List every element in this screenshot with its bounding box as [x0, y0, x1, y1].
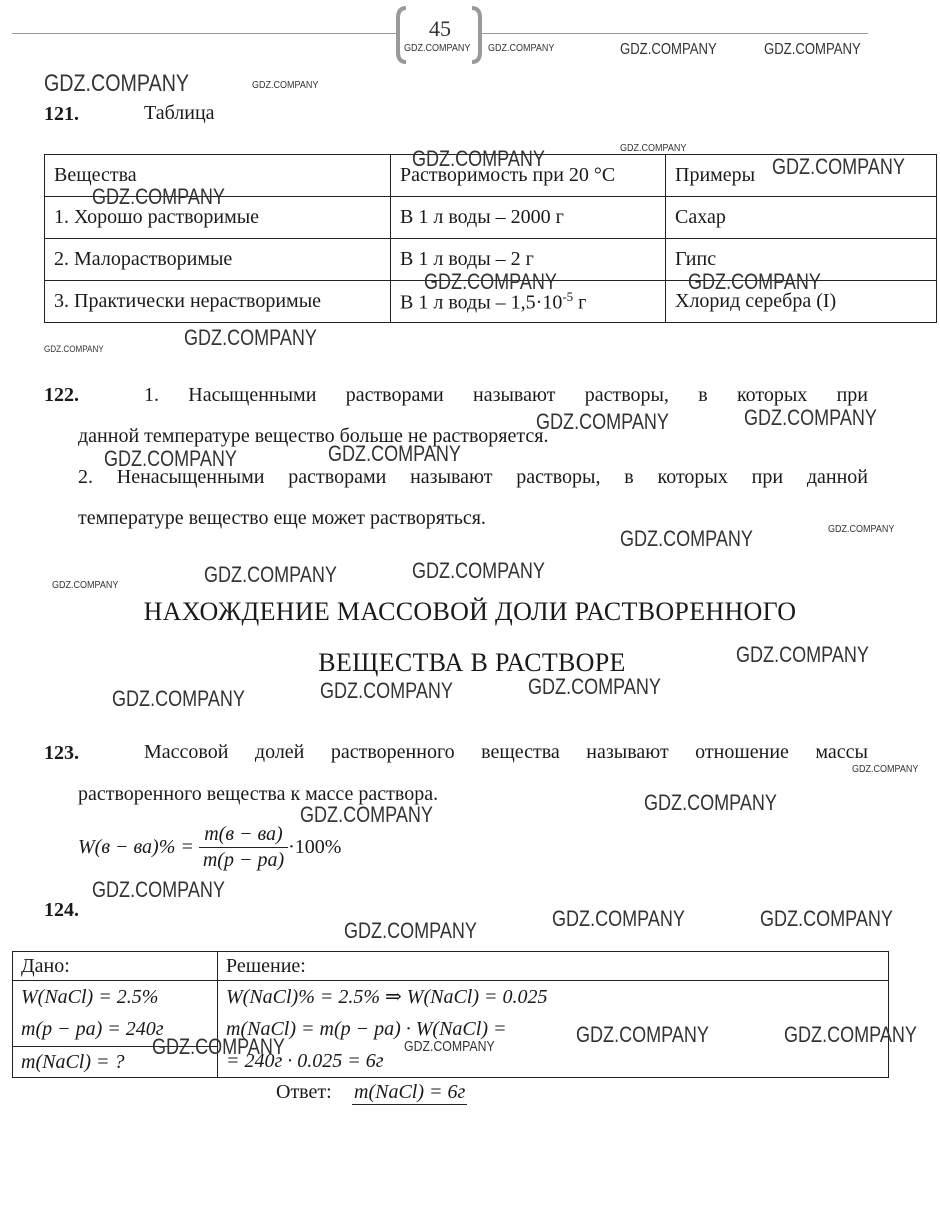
table-header-cell: Вещества	[45, 155, 391, 197]
header-rule-right	[480, 33, 868, 34]
watermark: GDZ.COMPANY	[104, 446, 237, 471]
task-122-p2-line1: 2. Ненасыщенными растворами называют растворы, в которых при данной	[78, 466, 868, 488]
header-rule-left	[12, 33, 398, 34]
watermark: GDZ.COMPANY	[760, 906, 893, 931]
watermark: GDZ.COMPANY	[528, 674, 661, 699]
watermark: GDZ.COMPANY	[328, 441, 461, 466]
task-122-p2-line2: температуре вещество еще может растворяться.	[78, 507, 486, 529]
table-cell: Гипс	[666, 239, 937, 281]
watermark: GDZ.COMPANY	[688, 269, 821, 294]
watermark: GDZ.COMPANY	[184, 325, 317, 350]
watermark: GDZ.COMPANY	[424, 269, 557, 294]
watermark: GDZ.COMPANY	[620, 526, 753, 551]
formula-denominator: m(р − ра)	[202, 849, 285, 871]
table-cell: 1. Хорошо растворимые	[45, 197, 391, 239]
table-cell: В 1 л воды – 2 г	[391, 239, 666, 281]
watermark: GDZ.COMPANY	[152, 1034, 285, 1059]
watermark: GDZ.COMPANY	[620, 143, 687, 154]
watermark: GDZ.COMPANY	[204, 562, 337, 587]
table-cell: В 1 л воды – 2000 г	[391, 197, 666, 239]
answer-label: Ответ:	[276, 1081, 332, 1103]
mass-fraction-formula	[78, 822, 341, 873]
watermark: GDZ.COMPANY	[92, 877, 225, 902]
watermark: GDZ.COMPANY	[112, 686, 245, 711]
formula-tail: ·100%	[288, 836, 342, 858]
watermark: GDZ.COMPANY	[412, 558, 545, 583]
watermark: GDZ.COMPANY	[404, 1038, 495, 1055]
watermark: GDZ.COMPANY	[320, 678, 453, 703]
given-2: m(р − ра) = 240г	[21, 1018, 164, 1040]
watermark: GDZ.COMPANY	[536, 409, 669, 434]
table-header-row	[13, 952, 889, 981]
watermark: GDZ.COMPANY	[644, 790, 777, 815]
section-title-line1: НАХОЖДЕНИЕ МАССОВОЙ ДОЛИ РАСТВОРЕННОГО	[143, 597, 797, 626]
table-row	[13, 981, 889, 1047]
table-header-cell: Растворимость при 20 °С	[391, 155, 666, 197]
page-number: 45	[429, 16, 451, 41]
task-124-number: 124.	[44, 899, 79, 921]
table-cell: 3. Практически нерастворимые	[45, 281, 391, 323]
watermark: GDZ.COMPANY	[344, 918, 477, 943]
watermark: GDZ.COMPANY	[828, 524, 895, 535]
solution-line-1: W(NaCl)% = 2.5% ⇒ W(NaCl) = 0.025	[226, 986, 548, 1008]
watermark: GDZ.COMPANY	[412, 146, 545, 171]
table-header-cell: Примеры	[666, 155, 937, 197]
watermark: GDZ.COMPANY	[772, 154, 905, 179]
given-1: W(NaCl) = 2.5%	[21, 986, 159, 1008]
solubility-unit: г	[573, 291, 587, 314]
formula-numerator: m(в − ва)	[199, 822, 288, 848]
watermark: GDZ.COMPANY	[488, 43, 555, 54]
task-123-number: 123.	[44, 742, 79, 764]
watermark: GDZ.COMPANY	[576, 1022, 709, 1047]
given-solution-table	[12, 951, 889, 1078]
watermark: GDZ.COMPANY	[764, 41, 861, 58]
watermark: GDZ.COMPANY	[852, 764, 919, 775]
solution-line-2: m(NaCl) = m(р − ра) · W(NaCl) =	[226, 1018, 507, 1040]
watermark: GDZ.COMPANY	[300, 802, 433, 827]
answer-value: m(NaCl) = 6г	[354, 1081, 466, 1103]
task-123-line2: растворенного вещества к массе раствора.	[78, 783, 439, 805]
task-122-p1-line1: 1. Насыщенными растворами называют растворы, в которых при	[144, 384, 868, 406]
section-title-line2: ВЕЩЕСТВА В РАСТВОРЕ	[318, 648, 626, 677]
table-cell: 2. Малорастворимые	[45, 239, 391, 281]
watermark: GDZ.COMPANY	[784, 1022, 917, 1047]
task-122-p1-line2: данной температуре вещество больше не растворяется.	[78, 425, 549, 447]
watermark: GDZ.COMPANY	[744, 405, 877, 430]
solution-header: Решение:	[218, 952, 889, 981]
formula-fraction	[199, 822, 288, 873]
table-cell: Хлорид серебра (I)	[666, 281, 937, 323]
task-121-number: 121.	[44, 103, 79, 125]
watermark: GDZ.COMPANY	[404, 43, 471, 54]
find-cell: m(NaCl) = ?	[13, 1046, 218, 1077]
watermark: GDZ.COMPANY	[52, 580, 119, 591]
solubility-exponent: -5	[562, 288, 574, 304]
watermark: GDZ.COMPANY	[552, 906, 685, 931]
watermark: GDZ.COMPANY	[92, 184, 225, 209]
given-header: Дано:	[13, 952, 218, 981]
task-123-line1: Массовой долей растворенного вещества называют отношение массы	[144, 741, 868, 763]
watermark: GDZ.COMPANY	[252, 80, 319, 91]
formula-lhs: W(в − ва)% =	[78, 836, 194, 858]
task-121-title: Таблица	[144, 102, 215, 124]
table-cell: Сахар	[666, 197, 937, 239]
solubility-value: В 1 л воды – 1,5·10	[400, 291, 563, 314]
solution-line-3: = 240г · 0.025 = 6г	[226, 1050, 384, 1072]
task-122-number: 122.	[44, 384, 79, 406]
watermark: GDZ.COMPANY	[44, 70, 190, 97]
watermark: GDZ.COMPANY	[44, 344, 104, 354]
watermark: GDZ.COMPANY	[736, 642, 869, 667]
watermark: GDZ.COMPANY	[620, 41, 717, 58]
